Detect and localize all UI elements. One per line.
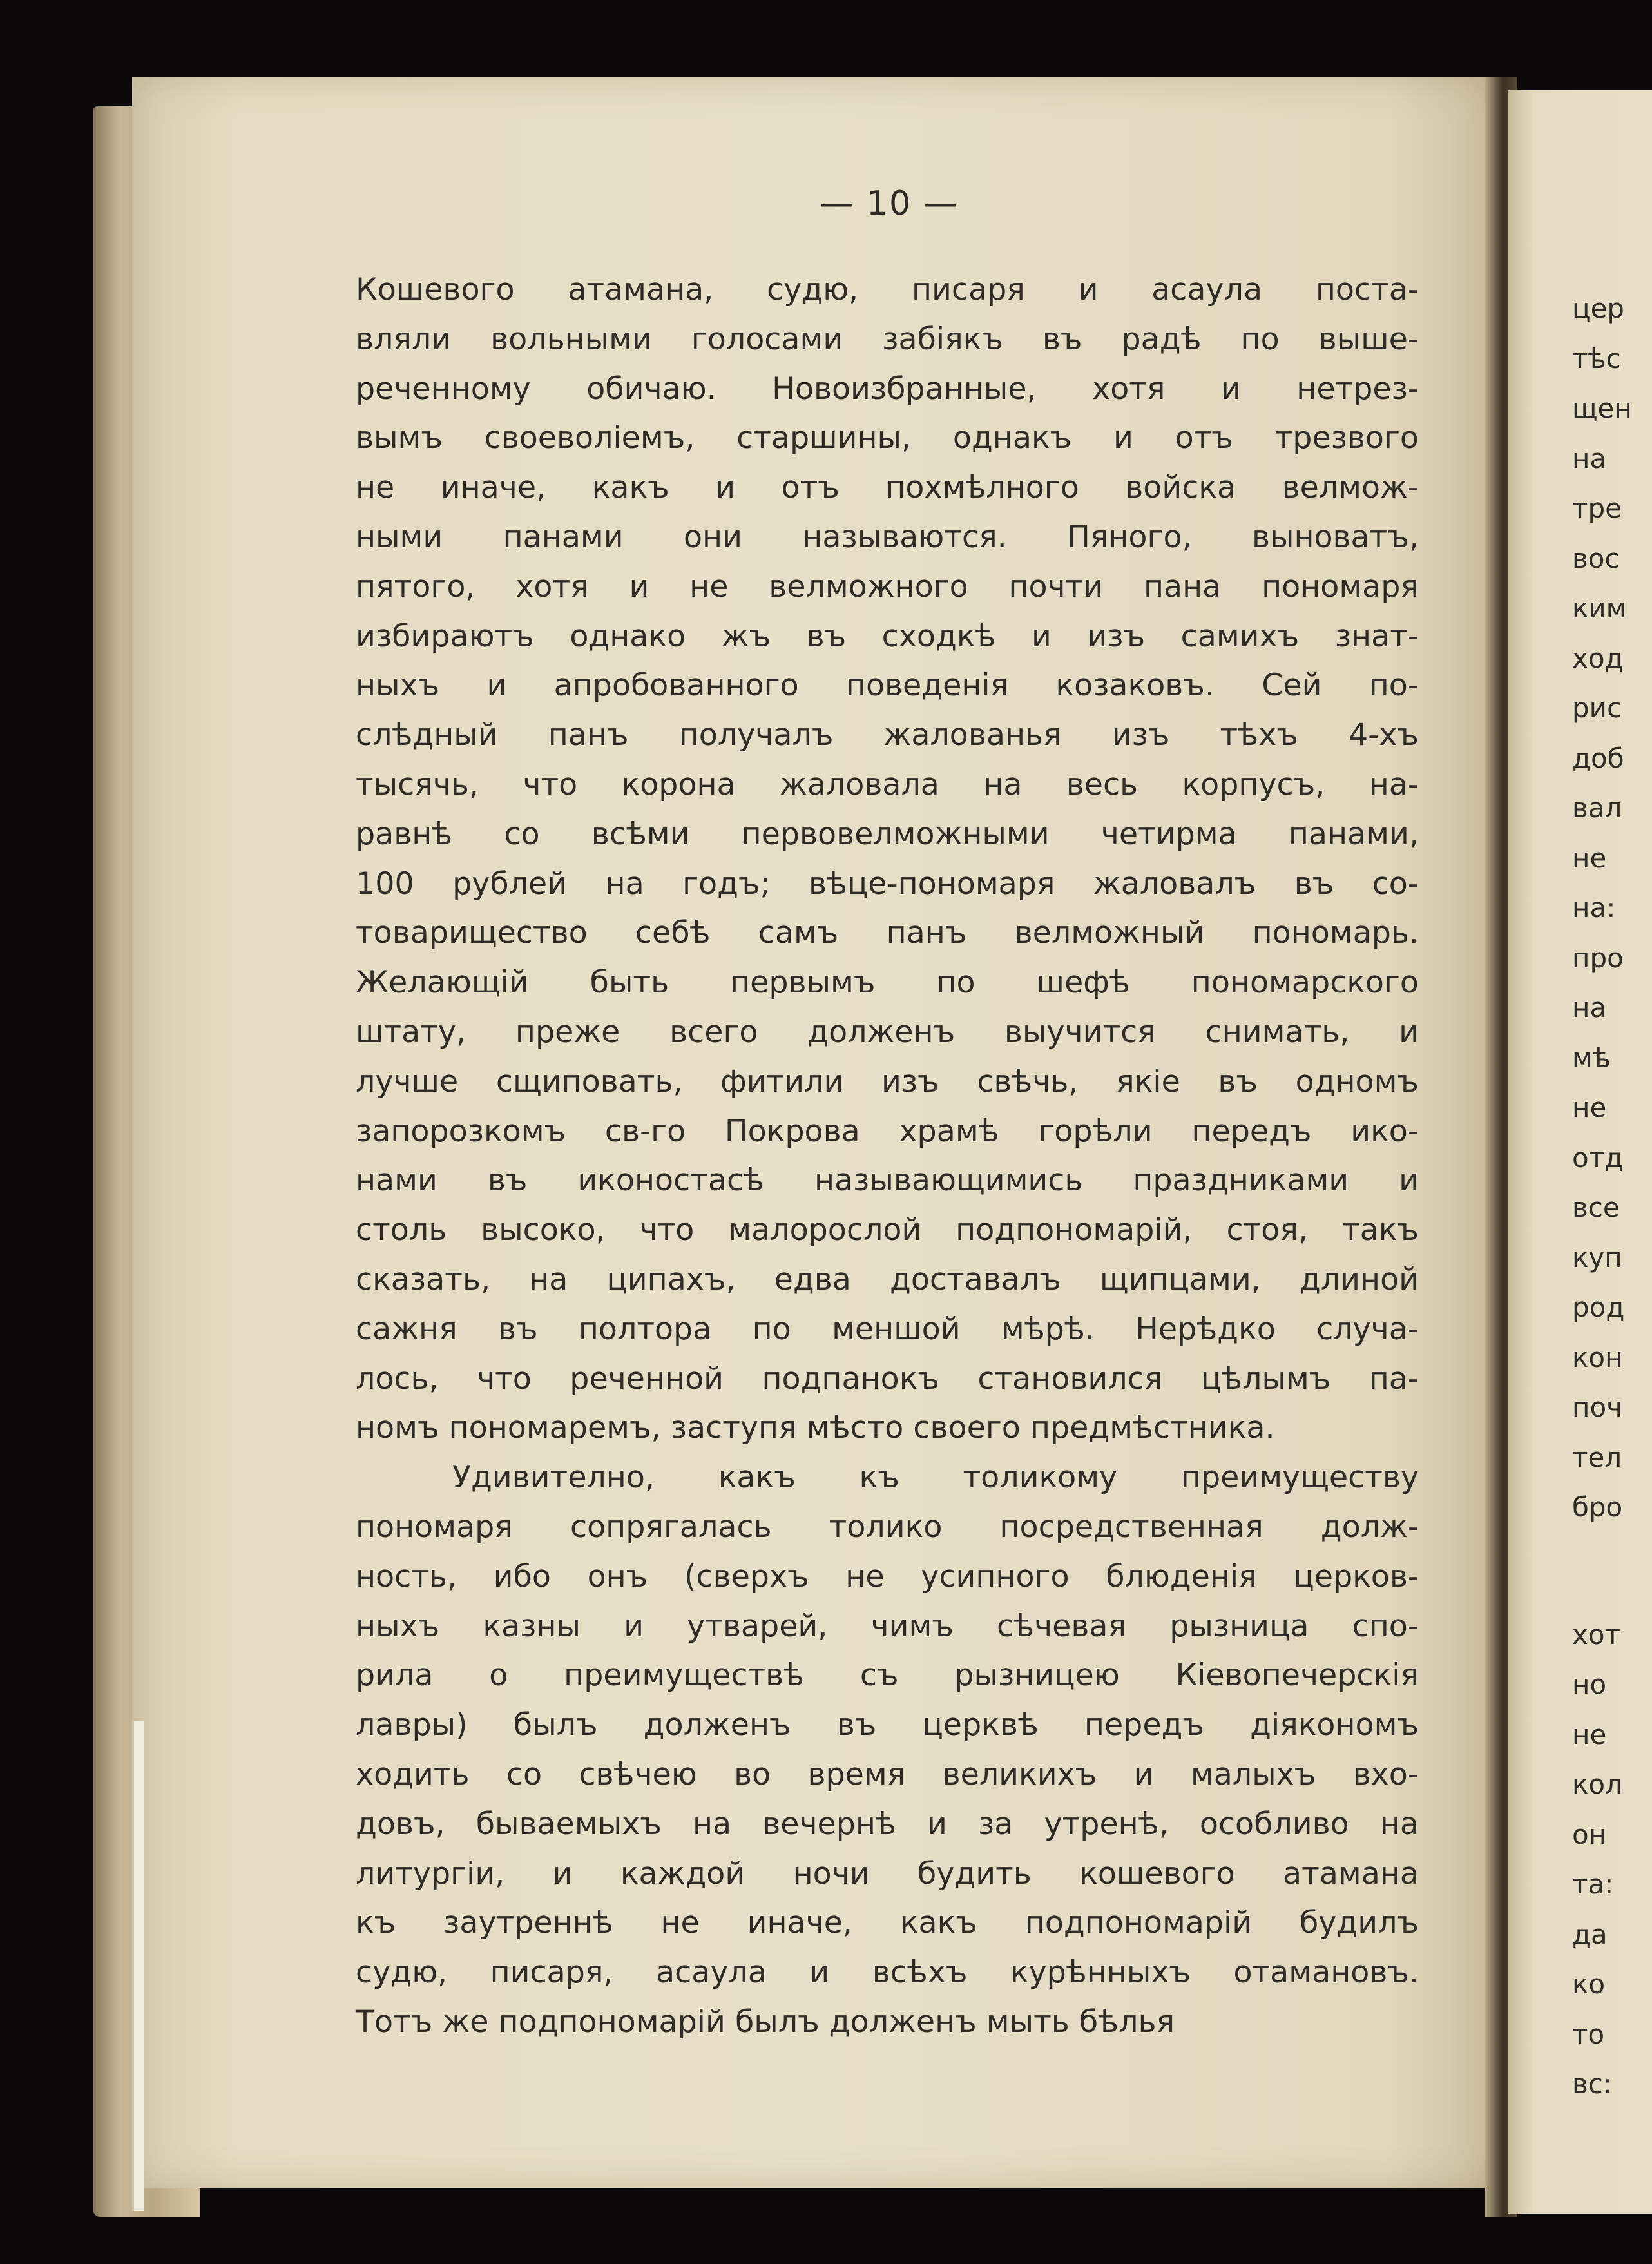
- right-page-fragment: вс:: [1572, 2068, 1612, 2100]
- right-page-fragment: рис: [1572, 692, 1622, 724]
- text-line: равнѣ со всѣми первовелможными четирма панами,: [356, 816, 1419, 852]
- right-page-fragment: тре: [1572, 492, 1622, 524]
- text-line: лавры) былъ долженъ въ церквѣ передъ дiякономъ: [356, 1707, 1419, 1743]
- right-page-fragment: не: [1572, 1092, 1607, 1123]
- text-line: рила о преимуществѣ съ рызницею Кiевопечерскiя: [356, 1658, 1419, 1694]
- right-page-fragment: кон: [1572, 1341, 1623, 1373]
- right-page-fragment: не: [1572, 1718, 1607, 1750]
- right-page-fragment: ким: [1572, 592, 1627, 624]
- right-page-fragment: отд: [1572, 1141, 1624, 1174]
- right-page-fragment: не: [1572, 842, 1607, 874]
- text-line: Желающiй быть первымъ по шефѣ пономарского: [356, 965, 1419, 1001]
- right-page-fragment: куп: [1572, 1241, 1622, 1273]
- text-line: столь высоко, что малорослой подпономарiй, стоя, такъ: [356, 1212, 1419, 1248]
- right-page-fragment: поч: [1572, 1391, 1622, 1423]
- right-page-fragment: та:: [1572, 1868, 1614, 1900]
- text-line: реченному обичаю. Новоизбранные, хотя и нетрез-: [356, 371, 1419, 407]
- right-page-fragment: вал: [1572, 792, 1622, 824]
- page-number: — 10 —: [820, 184, 959, 223]
- text-line: пономаря сопрягалась толико посредственная долж-: [356, 1509, 1419, 1545]
- right-page-fragment: ко: [1572, 1968, 1606, 2000]
- text-line: ность, ибо онъ (сверхъ не усипного блюденiя церков-: [356, 1558, 1419, 1594]
- right-page-fragment: кол: [1572, 1768, 1622, 1800]
- right-page-fragment: ход: [1572, 642, 1624, 674]
- right-page-fragment: тел: [1572, 1441, 1622, 1473]
- text-line: ходить со свѣчею во время великихъ и малыхъ вхо-: [356, 1756, 1419, 1792]
- right-page-fragment: на:: [1572, 892, 1616, 924]
- text-line: номъ пономаремъ, заступя мѣсто своего предмѣстника.: [356, 1410, 1275, 1446]
- right-page-fragment: он: [1572, 1818, 1607, 1850]
- right-page-fragment: тѣс: [1572, 342, 1621, 374]
- text-line: сажня въ полтора по меншой мѣрѣ. Нерѣдко случа-: [356, 1311, 1419, 1347]
- text-line: Тотъ же подпономарiй былъ долженъ мыть бѣлья: [356, 2004, 1175, 2040]
- text-line: штату, преже всего долженъ выучится снимать, и: [356, 1014, 1419, 1050]
- right-page-fragment: доб: [1572, 742, 1624, 774]
- paragraph-gap: [1572, 1533, 1652, 1610]
- right-page-fragment: щен: [1572, 392, 1632, 424]
- right-page-fragment: на: [1572, 992, 1607, 1023]
- text-line: ными панами они называются. Пяного, выноватъ,: [356, 519, 1419, 555]
- right-page-fragment: но: [1572, 1669, 1607, 1700]
- text-line: Кошевого атамана, судю, писаря и асаула поста-: [356, 272, 1419, 307]
- paper-slip: [132, 1721, 144, 2211]
- text-line: слѣдный панъ получалъ жалованья изъ тѣхъ 4-хъ: [356, 717, 1419, 753]
- text-line: пятого, хотя и не велможного почти пана пономаря: [356, 568, 1419, 605]
- right-page-fragment: то: [1572, 2018, 1605, 2050]
- right-page-fragment: да: [1572, 1918, 1608, 1950]
- right-page-fragment: на: [1572, 442, 1607, 474]
- text-line: Удивително, какъ къ толикому преимуществу: [452, 1460, 1419, 1496]
- main-text-block: [356, 266, 1419, 2047]
- text-line: вымъ своеволiемъ, старшины, однакъ и отъ трезвого: [356, 420, 1419, 456]
- right-page-fragment: хот: [1572, 1618, 1621, 1650]
- text-line: судю, писаря, асаула и всѣхъ курѣнныхъ отамановъ.: [356, 1955, 1419, 1991]
- text-line: товарищество себѣ самъ панъ велможный пономарь.: [356, 915, 1419, 951]
- text-line: сказать, на ципахъ, едва доставалъ щипцами, длиной: [356, 1261, 1419, 1297]
- right-page-fragment: бро: [1572, 1491, 1623, 1523]
- text-line: нами въ иконостасѣ называющимись праздниками и: [356, 1163, 1419, 1199]
- text-line: тысячь, что корона жаловала на весь корпусъ, на-: [356, 766, 1419, 802]
- text-line: не иначе, какъ и отъ похмѣлного войска велмож-: [356, 470, 1419, 506]
- text-line: литургiи, и каждой ночи будить кошевого атамана: [356, 1855, 1419, 1892]
- text-line: запорозкомъ св-го Покрова храмѣ горѣли передъ ико-: [356, 1113, 1419, 1149]
- text-line: къ заутреннѣ не иначе, какъ подпономарiй будилъ: [356, 1905, 1419, 1941]
- text-line: ныхъ и апробованного поведенiя козаковъ. Сей по-: [356, 668, 1419, 704]
- right-page-fragment: про: [1572, 942, 1624, 974]
- right-page-fragment: вос: [1572, 542, 1620, 574]
- right-page-fragment: цер: [1572, 293, 1625, 324]
- text-line: довъ, бываемыхъ на вечернѣ и за утренѣ, особливо на: [356, 1806, 1419, 1842]
- text-line: вляли вольными голосами забiякъ въ радѣ по выше-: [356, 321, 1419, 357]
- text-line: лучше сщиповать, фитили изъ свѣчь, якiе въ одномъ: [356, 1063, 1419, 1099]
- text-line: лось, что реченной подпанокъ становился цѣлымъ па-: [356, 1360, 1419, 1397]
- text-line: 100 рублей на годъ; вѣце-пономаря жаловалъ въ со-: [356, 866, 1419, 902]
- right-page-text-fragments: [1572, 284, 1652, 2109]
- right-page-fragment: все: [1572, 1192, 1620, 1223]
- right-page-fragment: род: [1572, 1292, 1625, 1323]
- text-line: избираютъ однако жъ въ сходкѣ и изъ самихъ знат-: [356, 618, 1419, 654]
- right-page-fragment: мѣ: [1572, 1041, 1611, 1074]
- text-line: ныхъ казны и утварей, чимъ сѣчевая рызница спо-: [356, 1608, 1419, 1644]
